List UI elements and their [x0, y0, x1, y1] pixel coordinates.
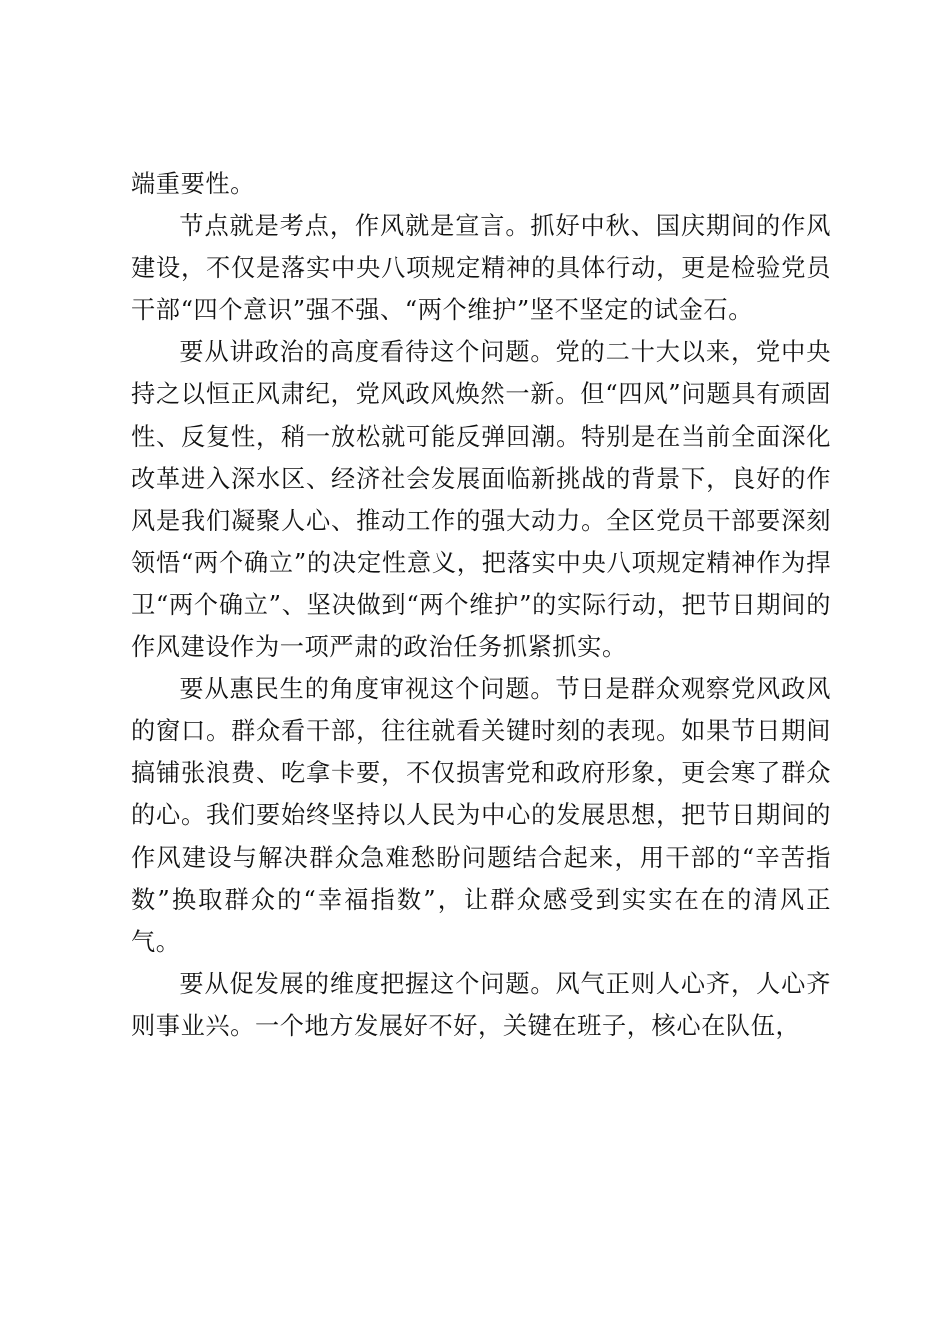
- paragraph-4: 要从惠民生的角度审视这个问题。节日是群众观察党风政风的窗口。群众看干部，往往就看关键时刻的表现。如果节日期间搞铺张浪费、吃拿卡要，不仅损害党和政府形象，更会寒了群众的心。我们要始终坚持以人民为中心的发展思想，把节日期间的作风建设与解决群众急难愁盼问题结合起来，用干部的“辛苦指数”换取群众的“幸福指数”，让群众感受到实实在在的清风正气。: [131, 675, 831, 956]
- document-body: [131, 163, 831, 1047]
- paragraph-3: 要从讲政治的高度看待这个问题。党的二十大以来，党中央持之以恒正风肃纪，党风政风焕然一新。但“四风”问题具有顽固性、反复性，稍一放松就可能反弹回潮。特别是在当前全面深化改革进入深水区、经济社会发展面临新挑战的背景下，良好的作风是我们凝聚人心、推动工作的强大动力。全区党员干部要深刻领悟“两个确立”的决定性意义，把落实中央八项规定精神作为捍卫“两个确立”、坚决做到“两个维护”的实际行动，把节日期间的作风建设作为一项严肃的政治任务抓紧抓实。: [131, 338, 831, 662]
- paragraph-1: 端重要性。: [131, 170, 255, 198]
- paragraph-2: 节点就是考点，作风就是宣言。抓好中秋、国庆期间的作风建设，不仅是落实中央八项规定精神的具体行动，更是检验党员干部“四个意识”强不强、“两个维护”坚不坚定的试金石。: [131, 212, 831, 325]
- paragraph-5: 要从促发展的维度把握这个问题。风气正则人心齐，人心齐则事业兴。一个地方发展好不好，关键在班子，核心在队伍，: [131, 969, 831, 1040]
